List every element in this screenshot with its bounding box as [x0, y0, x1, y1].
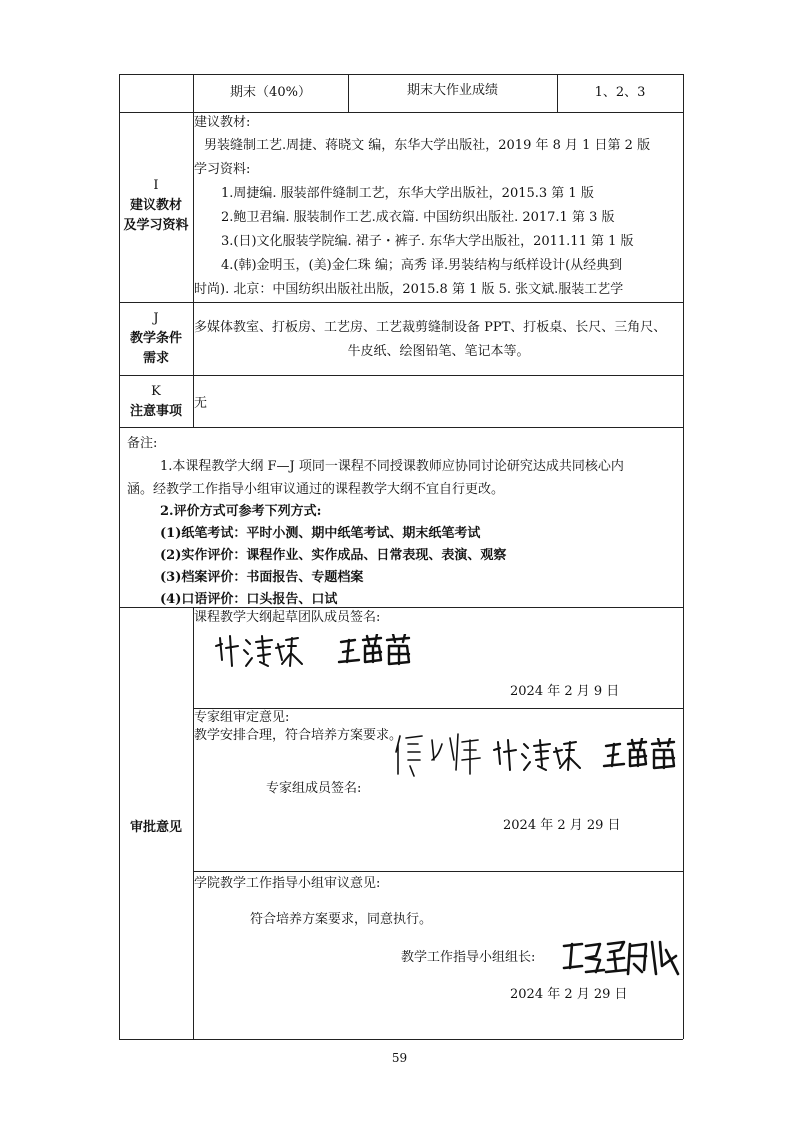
section-k-code: K — [151, 384, 161, 399]
materials-heading: 学习资料: — [194, 162, 251, 177]
method-item-2: (2)实作评价：课程作业、实作成品、日常表现、表演、观察 — [160, 548, 507, 563]
section-j-label-line1: 教学条件 — [129, 331, 182, 346]
section-i-label-line2: 及学习资料 — [123, 218, 189, 233]
section-k-label — [119, 382, 193, 422]
expert-members-label: 专家组成员签名: — [266, 781, 362, 796]
table-top-border — [119, 74, 683, 75]
section-i-label — [119, 176, 193, 236]
table-right-border — [683, 74, 684, 1039]
teaching-conditions-line2: 牛皮纸、绘图铅笔、笔记本等。 — [347, 344, 530, 359]
signature-expert-1 — [392, 730, 487, 778]
signature-expert-2 — [490, 736, 585, 776]
signature-ye-qingmei — [212, 632, 307, 672]
teaching-conditions-line1: 多媒体教室、打板房、工艺房、工艺裁剪缝制设备 PPT、打板桌、长尺、三角尺、 — [194, 320, 667, 335]
expert-opinion: 教学安排合理，符合培养方案要求。 — [194, 728, 403, 743]
expert-date: 2024 年 2 月 29 日 — [503, 818, 621, 833]
drafting-date: 2024 年 2 月 9 日 — [510, 684, 620, 699]
college-date: 2024 年 2 月 29 日 — [510, 987, 628, 1002]
material-item-3: 3.(日)文化服装学院编. 裙子・裤子. 东华大学出版社，2011.11 第 1 版 — [221, 234, 634, 249]
expert-heading: 专家组审定意见: — [194, 710, 290, 725]
section-j-code: J — [153, 311, 159, 326]
section-i-code: I — [153, 178, 159, 193]
textbook-heading: 建议教材: — [194, 115, 251, 130]
material-item-4-cont: 时尚). 北京：中国纺织出版社出版，2015.8 第 1 版 5. 张文斌.服装工艺学 — [194, 282, 624, 297]
material-item-4: 4.(韩)金明玉，(美)金仁珠 编；高秀 译.男装结构与纸样设计(从经典到 — [221, 258, 623, 273]
page-number: 59 — [391, 1051, 408, 1065]
assessment-term: 期末（40%） — [230, 85, 311, 100]
notes-content-none: 无 — [194, 396, 208, 411]
notes-line-1: 1.本课程教学大纲 F—J 项同一课程不同授课教师应协同讨论研究达成共同核心内 — [160, 459, 624, 474]
row-divider-i — [119, 112, 683, 113]
method-item-4: (4)口语评价：口头报告、口试 — [160, 592, 338, 607]
method-item-1: (1)纸笔考试：平时小测、期中纸笔考试、期末纸笔考试 — [160, 526, 481, 541]
label-column-divider-bottom — [193, 607, 194, 1039]
row-divider-j — [119, 302, 683, 303]
section-k-label-text: 注意事项 — [129, 404, 182, 419]
material-item-2: 2.鲍卫君编. 服装制作工艺.成衣篇. 中国纺织出版社. 2017.1 第 3 版 — [221, 210, 615, 225]
college-heading: 学院教学工作指导小组审议意见: — [194, 876, 381, 891]
method-item-3: (3)档案评价：书面报告、专题档案 — [160, 570, 364, 585]
methods-heading: 2.评价方式可参考下列方式: — [160, 504, 322, 519]
signature-leader — [560, 936, 682, 980]
drafting-team-heading: 课程教学大纲起草团队成员签名: — [194, 610, 381, 625]
approval-label: 审批意见 — [129, 820, 182, 835]
textbook-entry: 男装缝制工艺.周捷、蒋晓文 编，东华大学出版社，2019 年 8 月 1 日第 2 版 — [204, 138, 651, 153]
assessment-item: 期末大作业成绩 — [406, 83, 498, 98]
table-bottom-border — [119, 1039, 683, 1040]
section-i-label-line1: 建议教材 — [129, 198, 182, 213]
notes-heading: 备注: — [127, 436, 158, 451]
row-divider-k — [119, 375, 683, 376]
section-j-label-line2: 需求 — [142, 351, 169, 366]
material-item-1: 1.周捷编. 服装部件缝制工艺，东华大学出版社，2015.3 第 1 版 — [221, 186, 594, 201]
section-j-label — [119, 309, 193, 369]
leader-label: 教学工作指导小组组长: — [401, 950, 536, 965]
notes-line-2: 涵。经教学工作指导小组审议通过的课程教学大纲不宜自行更改。 — [127, 482, 505, 497]
signature-wang-miaomiao — [335, 634, 415, 668]
approval-divider-college — [193, 871, 683, 872]
signature-expert-3 — [600, 738, 680, 772]
assessment-objectives: 1、2、3 — [594, 85, 646, 100]
approval-divider-expert — [193, 708, 683, 709]
row-divider-notes — [119, 427, 683, 428]
college-opinion: 符合培养方案要求，同意执行。 — [250, 912, 433, 927]
